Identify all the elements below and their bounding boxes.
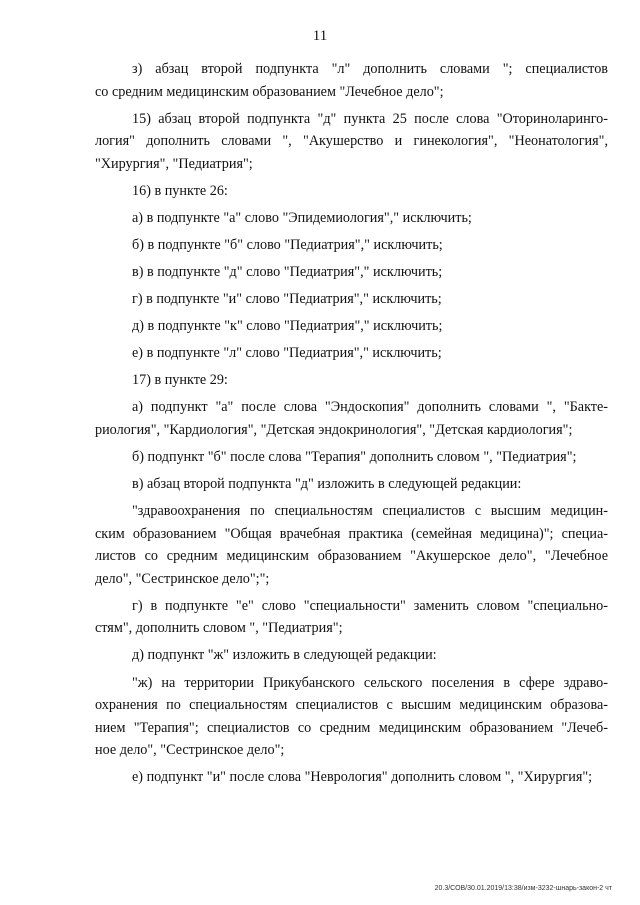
paragraph	[95, 766, 608, 789]
paragraph-line: "Хирургия", "Педиатрия";	[95, 155, 253, 172]
paragraph-line: риология", "Кардиология", "Детская эндокринология", "Детская кардиология";	[95, 421, 573, 438]
paragraph-line: е) подпункт "и" после слова "Неврология" дополнить словом ", "Хирургия";	[132, 769, 593, 786]
paragraph	[95, 261, 608, 284]
paragraph	[95, 234, 608, 257]
paragraph-line: стям", дополнить словом ", "Педиатрия";	[95, 620, 343, 637]
paragraph-line: а) подпункт "а" после слова "Эндоскопия" дополнить словами ", "Бакте-	[132, 399, 608, 416]
paragraph-line: ное дело", "Сестринское дело";	[95, 742, 285, 758]
paragraph	[95, 369, 608, 392]
paragraph-line: ским образованием "Общая врачебная практика (семейная медицина)"; специа-	[95, 525, 608, 542]
paragraph-line: 17) в пункте 29:	[132, 372, 228, 389]
paragraph	[95, 58, 608, 103]
paragraph	[95, 207, 608, 230]
document-footer-code: 20.3/СОВ/30.01.2019/13:38/изм-3232-шнарь-закон-2 чт	[434, 885, 612, 892]
paragraph	[95, 108, 608, 176]
paragraph-line: б) в подпункте "б" слово "Педиатрия"," исключить;	[132, 236, 443, 253]
paragraph	[95, 315, 608, 338]
paragraph-line: нием "Терапия"; специалистов со средним медицинским образованием "Лечеб-	[95, 719, 608, 736]
paragraph	[95, 288, 608, 311]
paragraph-line: г) в подпункте "е" слово "специальности" заменить словом "специально-	[132, 597, 608, 614]
paragraph-line: д) подпункт "ж" изложить в следующей редакции:	[132, 647, 437, 664]
paragraph	[95, 644, 608, 667]
paragraph	[95, 595, 608, 640]
paragraph-line: "ж) на территории Прикубанского сельского поселения в сфере здраво-	[132, 674, 608, 691]
paragraph-line: охранения по специальностям специалистов с высшим медицинским образова-	[95, 697, 608, 713]
paragraph	[95, 500, 608, 590]
paragraph	[95, 446, 608, 469]
paragraph-line: листов со средним медицинским образованием "Акушерское дело", "Лечебное	[95, 548, 608, 565]
paragraph-line: в) в подпункте "д" слово "Педиатрия"," исключить;	[132, 263, 443, 280]
paragraph-line: б) подпункт "б" после слова "Терапия" дополнить словом ", "Педиатрия";	[132, 449, 577, 466]
paragraph-line: логия" дополнить словами ", "Акушерство и гинекология", "Неонатология",	[95, 133, 608, 150]
paragraph	[95, 396, 608, 441]
paragraph	[95, 672, 608, 762]
paragraph-line: а) в подпункте "а" слово "Эпидемиология"," исключить;	[132, 209, 472, 226]
paragraph-line: 15) абзац второй подпункта "д" пункта 25 после слова "Оториноларинго-	[132, 110, 608, 127]
paragraph-line: "здравоохранения по специальностям специалистов с высшим медицин-	[132, 503, 608, 520]
paragraph-line: г) в подпункте "и" слово "Педиатрия"," исключить;	[132, 291, 442, 308]
paragraph-line: 16) в пункте 26:	[132, 182, 228, 199]
paragraph-line: дело", "Сестринское дело";";	[95, 570, 270, 587]
paragraph-line: е) в подпункте "л" слово "Педиатрия"," исключить;	[132, 345, 442, 362]
paragraph-line: в) абзац второй подпункта "д" изложить в следующей редакции:	[132, 476, 522, 493]
paragraph-line: з) абзац второй подпункта "л" дополнить словами "; специалистов	[132, 61, 608, 77]
paragraph	[95, 342, 608, 365]
paragraph-line: д) в подпункте "к" слово "Педиатрия"," исключить;	[132, 318, 443, 335]
paragraph	[95, 473, 608, 496]
paragraph-line: со средним медицинским образованием "Лечебное дело";	[95, 83, 444, 100]
paragraph	[95, 180, 608, 203]
document-body	[95, 58, 608, 793]
page-number: 11	[312, 28, 328, 44]
